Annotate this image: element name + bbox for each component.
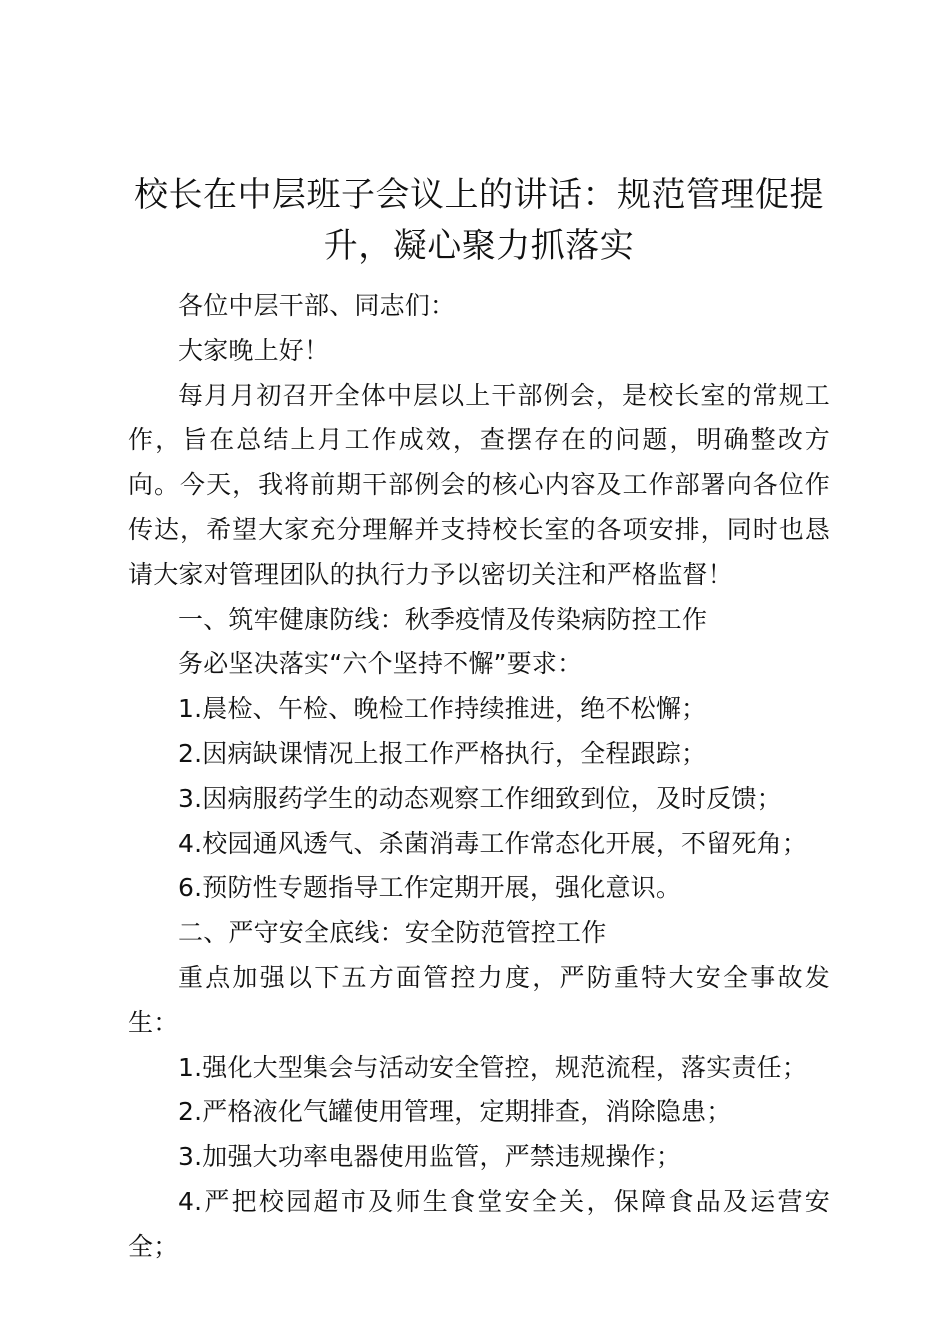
section-heading-2: 二、严守安全底线：安全防范管控工作 — [178, 918, 607, 948]
document-body — [128, 284, 830, 1270]
intro-paragraph: 每月月初召开全体中层以上干部例会，是校长室的常规工作，旨在总结上月工作成效，查摆存在的问题，明确整改方向。今天，我将前期干部例会的核心内容及工作部署向各位作传达，希望大家充分理解并支持校长室的各项安排，同时也恳请大家对管理团队的执行力予以密切关注和严格监督！ — [128, 380, 830, 589]
list-item: 4.校园通风透气、杀菌消毒工作常态化开展，不留死角； — [178, 828, 808, 858]
section-heading-1: 一、筑牢健康防线：秋季疫情及传染病防控工作 — [178, 604, 708, 634]
list-item: 2.因病缺课情况上报工作严格执行，全程跟踪； — [178, 738, 707, 768]
list-item: 1.晨检、午检、晚检工作持续推进，绝不松懈； — [178, 694, 707, 724]
list-item: 2.严格液化气罐使用管理，定期排查，消除隐患； — [178, 1097, 732, 1127]
salutation: 各位中层干部、同志们： — [178, 291, 456, 320]
title-line-2: 升，凝心聚力抓落实 — [323, 226, 635, 266]
document-title — [128, 170, 830, 272]
list-item: 3.因病服药学生的动态观察工作细致到位，及时反馈； — [178, 783, 782, 813]
list-item: 3.加强大功率电器使用监管，严禁违规操作； — [178, 1142, 682, 1172]
greeting: 大家晚上好！ — [178, 335, 330, 365]
list-item: 1.强化大型集会与活动安全管控，规范流程，落实责任； — [178, 1052, 808, 1082]
list-item: 6.预防性专题指导工作定期开展，强化意识。 — [178, 873, 682, 903]
title-line-1: 校长在中层班子会议上的讲话：规范管理促提 — [134, 175, 824, 215]
section-1-lead: 务必坚决落实“六个坚持不懈”要求： — [178, 649, 583, 679]
list-item: 4.严把校园超市及师生食堂安全关，保障食品及运营安全； — [128, 1186, 830, 1261]
section-2-lead: 重点加强以下五方面管控力度，严防重特大安全事故发生： — [128, 962, 830, 1037]
